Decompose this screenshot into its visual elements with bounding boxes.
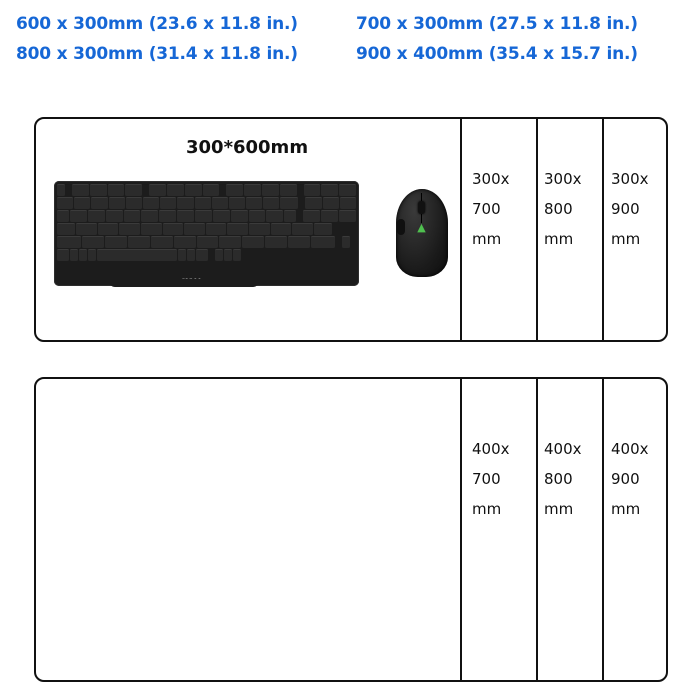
key-menu [187, 249, 195, 261]
segment-300x700-line3: mm [472, 230, 502, 248]
divider-bottom-2 [536, 379, 538, 680]
key-gap [336, 236, 341, 248]
size-row-1 [16, 14, 684, 34]
key-shift-right [311, 236, 335, 248]
key [249, 223, 270, 235]
segment-400x900-line2: 900 [611, 470, 640, 488]
key [98, 223, 119, 235]
key-gap [333, 223, 338, 235]
divider-top-2 [536, 119, 538, 340]
key [124, 210, 141, 222]
key [126, 197, 142, 209]
segment-300x700-line2: 700 [472, 200, 501, 218]
segment-300x800-line3: mm [544, 230, 574, 248]
key-gap [220, 184, 225, 196]
key [195, 197, 211, 209]
mousepad-diagram-300-height [34, 117, 668, 342]
key-arrow-up [342, 236, 350, 248]
key [242, 236, 264, 248]
key [227, 223, 248, 235]
key [340, 197, 356, 209]
key [76, 223, 97, 235]
segment-label-400x800 [544, 434, 582, 524]
key [265, 236, 287, 248]
key-gap [298, 184, 303, 196]
key [82, 236, 104, 248]
keyboard-row [57, 249, 356, 261]
key [88, 210, 105, 222]
key [266, 210, 283, 222]
key [105, 236, 127, 248]
key-win [79, 249, 87, 261]
mat-title-300x600: 300*600mm [186, 137, 309, 158]
key [339, 210, 356, 222]
segment-400x800-line3: mm [544, 500, 574, 518]
key-ctrl-left [57, 249, 69, 261]
key [128, 236, 150, 248]
keyboard-illustration [54, 181, 359, 286]
key-alt-left [88, 249, 96, 261]
key [203, 184, 220, 196]
key [249, 210, 266, 222]
segment-300x700-line1: 300x [472, 170, 510, 188]
segment-400x900-line3: mm [611, 500, 641, 518]
keyboard-row [57, 210, 356, 222]
key-alt-right [178, 249, 186, 261]
key-fn [70, 249, 78, 261]
key [74, 197, 90, 209]
key [197, 236, 219, 248]
key [212, 197, 228, 209]
key [321, 184, 338, 196]
size-label-700x300: 700 x 300mm (27.5 x 11.8 in.) [356, 14, 638, 34]
key-capslock [57, 223, 75, 235]
key-gap [299, 197, 304, 209]
divider-bottom-1 [460, 379, 462, 680]
keyboard-row [57, 223, 356, 235]
key [304, 184, 321, 196]
keyboard-row [57, 197, 356, 209]
key-space [97, 249, 177, 261]
size-label-600x300: 600 x 300mm (23.6 x 11.8 in.) [16, 14, 298, 34]
mouse-logo-icon: ▲ [417, 221, 426, 234]
key [246, 197, 262, 209]
key [91, 197, 107, 209]
key [177, 197, 193, 209]
keyboard-wrist-rest [109, 279, 259, 287]
key-gap [143, 184, 148, 196]
divider-bottom-3 [602, 379, 604, 680]
key [305, 197, 321, 209]
segment-label-400x700 [472, 434, 510, 524]
key [226, 184, 243, 196]
key-backspace [280, 197, 298, 209]
segment-300x800-line2: 800 [544, 200, 573, 218]
key [141, 210, 158, 222]
key [185, 184, 202, 196]
key [160, 197, 176, 209]
key [159, 210, 176, 222]
segment-400x800-line2: 800 [544, 470, 573, 488]
key [288, 236, 310, 248]
key [263, 197, 279, 209]
key [149, 184, 166, 196]
key [106, 210, 123, 222]
key [339, 184, 356, 196]
key-gap [351, 236, 356, 248]
key [213, 210, 230, 222]
key [57, 184, 65, 196]
key [70, 210, 87, 222]
mouse-illustration [396, 189, 448, 277]
key [141, 223, 162, 235]
segment-label-400x900 [611, 434, 649, 524]
size-label-900x400: 900 x 400mm (35.4 x 15.7 in.) [356, 44, 638, 64]
key [90, 184, 107, 196]
key [163, 223, 184, 235]
segment-400x700-line3: mm [472, 500, 502, 518]
key [184, 223, 205, 235]
segment-300x800-line1: 300x [544, 170, 582, 188]
segment-label-300x700 [472, 164, 510, 254]
key [303, 210, 320, 222]
segment-400x700-line2: 700 [472, 470, 501, 488]
key-arrow-left [215, 249, 223, 261]
keyboard-row [57, 184, 356, 196]
segment-400x800-line1: 400x [544, 440, 582, 458]
key-backslash [284, 210, 296, 222]
key [125, 184, 142, 196]
key-ctrl-right [196, 249, 208, 261]
key-tab [57, 210, 69, 222]
key-gap [66, 184, 71, 196]
key [143, 197, 159, 209]
segment-300x900-line1: 300x [611, 170, 649, 188]
size-row-2 [16, 44, 684, 64]
key [231, 210, 248, 222]
key-enter [314, 223, 332, 235]
key [280, 184, 297, 196]
size-header [0, 14, 700, 74]
key [271, 223, 292, 235]
key [57, 197, 73, 209]
key [177, 210, 194, 222]
key-shift-left [57, 236, 81, 248]
key [219, 236, 241, 248]
key [119, 223, 140, 235]
key [321, 210, 338, 222]
key [109, 197, 125, 209]
size-label-800x300: 800 x 300mm (31.4 x 11.8 in.) [16, 44, 298, 64]
key [195, 210, 212, 222]
divider-top-1 [460, 119, 462, 340]
key [174, 236, 196, 248]
key-gap [339, 223, 344, 235]
segment-label-300x900 [611, 164, 649, 254]
key [323, 197, 339, 209]
key [262, 184, 279, 196]
segment-label-300x800 [544, 164, 582, 254]
key [151, 236, 173, 248]
mousepad-diagram-400-height [34, 377, 668, 682]
mouse-side-button [397, 219, 405, 235]
key [206, 223, 227, 235]
segment-300x900-line3: mm [611, 230, 641, 248]
key-gap [345, 223, 350, 235]
segment-400x900-line1: 400x [611, 440, 649, 458]
key-gap [351, 223, 356, 235]
key [72, 184, 89, 196]
key-gap [297, 210, 302, 222]
keyboard-row [57, 236, 356, 248]
key [244, 184, 261, 196]
key [167, 184, 184, 196]
key-gap [209, 249, 214, 261]
segment-300x900-line2: 900 [611, 200, 640, 218]
divider-top-3 [602, 119, 604, 340]
mouse-scroll-wheel [418, 201, 425, 214]
key [108, 184, 125, 196]
key [229, 197, 245, 209]
key-arrow-right [233, 249, 241, 261]
segment-400x700-line1: 400x [472, 440, 510, 458]
key [292, 223, 313, 235]
key-arrow-down [224, 249, 232, 261]
